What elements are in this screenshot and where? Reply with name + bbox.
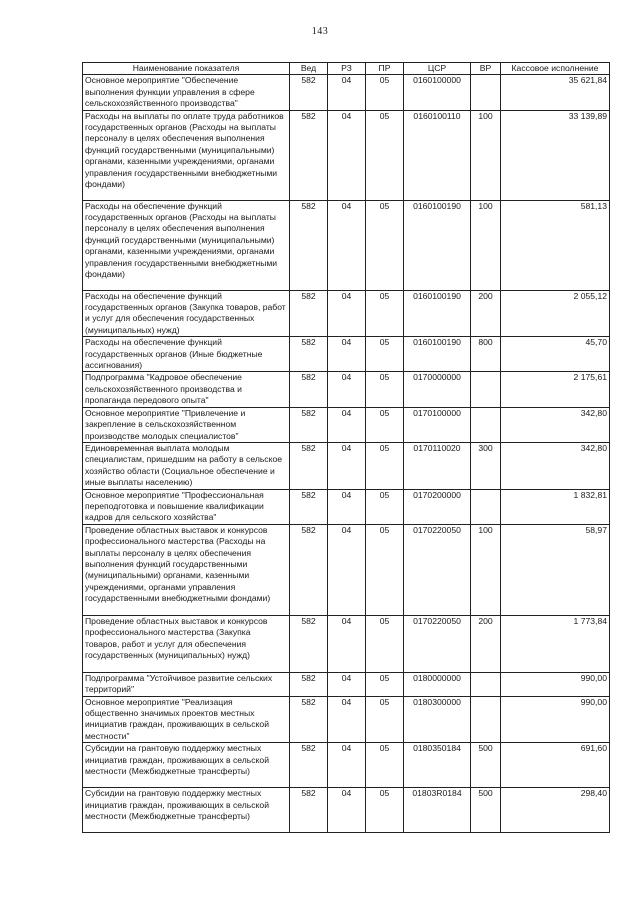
table-row — [83, 75, 610, 110]
csr-cell: 01803R0184 — [404, 788, 471, 833]
indicator-name-cell: Подпрограмма "Устойчивое развитие сельских территорий" — [83, 672, 290, 696]
vr-cell: 200 — [471, 615, 501, 672]
ved-cell: 582 — [290, 110, 328, 200]
pr-cell: 05 — [366, 524, 404, 615]
vr-cell: 200 — [471, 290, 501, 337]
table-row — [83, 442, 610, 489]
pr-cell: 05 — [366, 110, 404, 200]
rz-cell: 04 — [328, 743, 366, 788]
pr-cell: 05 — [366, 372, 404, 407]
csr-cell: 0160100000 — [404, 75, 471, 110]
indicator-name-cell: Основное мероприятие "Реализация общественно значимых проектов местных инициатив граждан, проживающих в сельской местности" — [83, 696, 290, 743]
ved-cell: 582 — [290, 615, 328, 672]
rz-cell: 04 — [328, 489, 366, 524]
ved-cell: 582 — [290, 672, 328, 696]
table-row — [83, 524, 610, 615]
table-row — [83, 788, 610, 833]
rz-cell: 04 — [328, 200, 366, 290]
ved-cell: 582 — [290, 337, 328, 372]
rz-cell: 04 — [328, 290, 366, 337]
header-csr: ЦСР — [404, 63, 471, 75]
cash-execution-cell: 581,13 — [501, 200, 610, 290]
csr-cell: 0180000000 — [404, 672, 471, 696]
pr-cell: 05 — [366, 696, 404, 743]
vr-cell: 100 — [471, 524, 501, 615]
vr-cell: 500 — [471, 743, 501, 788]
indicator-name-cell: Субсидии на грантовую поддержку местных инициатив граждан, проживающих в сельской местности (Межбюджетные трансферты) — [83, 743, 290, 788]
csr-cell: 0180350184 — [404, 743, 471, 788]
table-row — [83, 615, 610, 672]
cash-execution-cell: 342,80 — [501, 407, 610, 442]
pr-cell: 05 — [366, 442, 404, 489]
vr-cell — [471, 489, 501, 524]
indicator-name-cell: Проведение областных выставок и конкурсов профессионального мастерства (Закупка товаров, работ и услуг для обеспечения государственных (муниципальных) нужд) — [83, 615, 290, 672]
pr-cell: 05 — [366, 407, 404, 442]
vr-cell: 100 — [471, 200, 501, 290]
indicator-name-cell: Подпрограмма "Кадровое обеспечение сельскохозяйственного производства и пропаганда передового опыта" — [83, 372, 290, 407]
pr-cell: 05 — [366, 200, 404, 290]
vr-cell — [471, 407, 501, 442]
pr-cell: 05 — [366, 615, 404, 672]
cash-execution-cell: 990,00 — [501, 696, 610, 743]
csr-cell: 0160100110 — [404, 110, 471, 200]
pr-cell: 05 — [366, 337, 404, 372]
budget-execution-table — [82, 62, 610, 833]
page-number: 143 — [311, 26, 329, 37]
rz-cell: 04 — [328, 524, 366, 615]
pr-cell: 05 — [366, 743, 404, 788]
csr-cell: 0170000000 — [404, 372, 471, 407]
ved-cell: 582 — [290, 524, 328, 615]
csr-cell: 0180300000 — [404, 696, 471, 743]
pr-cell: 05 — [366, 290, 404, 337]
table-row — [83, 110, 610, 200]
csr-cell: 0160100190 — [404, 290, 471, 337]
header-pr: ПР — [366, 63, 404, 75]
ved-cell: 582 — [290, 696, 328, 743]
vr-cell — [471, 696, 501, 743]
vr-cell: 500 — [471, 788, 501, 833]
cash-execution-cell: 691,60 — [501, 743, 610, 788]
table-row — [83, 743, 610, 788]
pr-cell: 05 — [366, 672, 404, 696]
pr-cell: 05 — [366, 489, 404, 524]
cash-execution-cell: 1 773,84 — [501, 615, 610, 672]
csr-cell: 0170200000 — [404, 489, 471, 524]
rz-cell: 04 — [328, 407, 366, 442]
csr-cell: 0170220050 — [404, 615, 471, 672]
indicator-name-cell: Расходы на обеспечение функций государственных органов (Иные бюджетные ассигнования) — [83, 337, 290, 372]
indicator-name-cell: Расходы на обеспечение функций государственных органов (Расходы на выплаты персоналу в целях обеспечения выполнения функций государственными (муниципальными) органами, казенными учреждениями, органами управления государственными внебюджетными фондами) — [83, 200, 290, 290]
header-cash-execution: Кассовое исполнение — [501, 63, 610, 75]
indicator-name-cell: Основное мероприятие "Обеспечение выполнения функции управления в сфере сельскохозяйственного производства" — [83, 75, 290, 110]
indicator-name-cell: Основное мероприятие "Привлечение и закрепление в сельскохозяйственном производстве молодых специалистов" — [83, 407, 290, 442]
ved-cell: 582 — [290, 743, 328, 788]
table-row — [83, 372, 610, 407]
rz-cell: 04 — [328, 110, 366, 200]
table-header-row — [83, 63, 610, 75]
vr-cell — [471, 372, 501, 407]
vr-cell — [471, 672, 501, 696]
csr-cell: 0160100190 — [404, 337, 471, 372]
indicator-name-cell: Субсидии на грантовую поддержку местных инициатив граждан, проживающих в сельской местности (Межбюджетные трансферты) — [83, 788, 290, 833]
cash-execution-cell: 2 055,12 — [501, 290, 610, 337]
vr-cell: 100 — [471, 110, 501, 200]
indicator-name-cell: Расходы на обеспечение функций государственных органов (Закупка товаров, работ и услуг для обеспечения государственных (муниципальных) нужд) — [83, 290, 290, 337]
pr-cell: 05 — [366, 75, 404, 110]
ved-cell: 582 — [290, 200, 328, 290]
rz-cell: 04 — [328, 337, 366, 372]
cash-execution-cell: 298,40 — [501, 788, 610, 833]
csr-cell: 0160100190 — [404, 200, 471, 290]
ved-cell: 582 — [290, 372, 328, 407]
table-row — [83, 489, 610, 524]
table-row — [83, 672, 610, 696]
table-row — [83, 696, 610, 743]
header-rz: РЗ — [328, 63, 366, 75]
table-row — [83, 200, 610, 290]
ved-cell: 582 — [290, 442, 328, 489]
table-row — [83, 290, 610, 337]
cash-execution-cell: 342,80 — [501, 442, 610, 489]
csr-cell: 0170220050 — [404, 524, 471, 615]
csr-cell: 0170100000 — [404, 407, 471, 442]
table-row — [83, 407, 610, 442]
indicator-name-cell: Единовременная выплата молодым специалистам, пришедшим на работу в сельское хозяйство области (Социальное обеспечение и иные выплаты населению) — [83, 442, 290, 489]
cash-execution-cell: 45,70 — [501, 337, 610, 372]
vr-cell: 300 — [471, 442, 501, 489]
cash-execution-cell: 1 832,81 — [501, 489, 610, 524]
indicator-name-cell: Основное мероприятие "Профессиональная переподготовка и повышение квалификации кадров для сельского хозяйства" — [83, 489, 290, 524]
rz-cell: 04 — [328, 615, 366, 672]
rz-cell: 04 — [328, 788, 366, 833]
rz-cell: 04 — [328, 672, 366, 696]
cash-execution-cell: 35 621,84 — [501, 75, 610, 110]
header-vr: ВР — [471, 63, 501, 75]
vr-cell: 800 — [471, 337, 501, 372]
pr-cell: 05 — [366, 788, 404, 833]
header-indicator-name: Наименование показателя — [83, 63, 290, 75]
header-ved: Вед — [290, 63, 328, 75]
ved-cell: 582 — [290, 788, 328, 833]
ved-cell: 582 — [290, 290, 328, 337]
ved-cell: 582 — [290, 75, 328, 110]
indicator-name-cell: Проведение областных выставок и конкурсов профессионального мастерства (Расходы на выплаты персоналу в целях обеспечения выполнения функций государственными (муниципальными) органами, казенными учреждениями, органами управления государственными внебюджетными фондами) — [83, 524, 290, 615]
ved-cell: 582 — [290, 489, 328, 524]
cash-execution-cell: 2 175,61 — [501, 372, 610, 407]
rz-cell: 04 — [328, 442, 366, 489]
csr-cell: 0170110020 — [404, 442, 471, 489]
table-row — [83, 337, 610, 372]
rz-cell: 04 — [328, 372, 366, 407]
cash-execution-cell: 58,97 — [501, 524, 610, 615]
rz-cell: 04 — [328, 75, 366, 110]
indicator-name-cell: Расходы на выплаты по оплате труда работников государственных органов (Расходы на выплаты персоналу в целях обеспечения выполнения функций государственными (муниципальными) органами, казенными учреждениями, органами управления государственными внебюджетными фондами) — [83, 110, 290, 200]
cash-execution-cell: 990,00 — [501, 672, 610, 696]
cash-execution-cell: 33 139,89 — [501, 110, 610, 200]
rz-cell: 04 — [328, 696, 366, 743]
ved-cell: 582 — [290, 407, 328, 442]
vr-cell — [471, 75, 501, 110]
